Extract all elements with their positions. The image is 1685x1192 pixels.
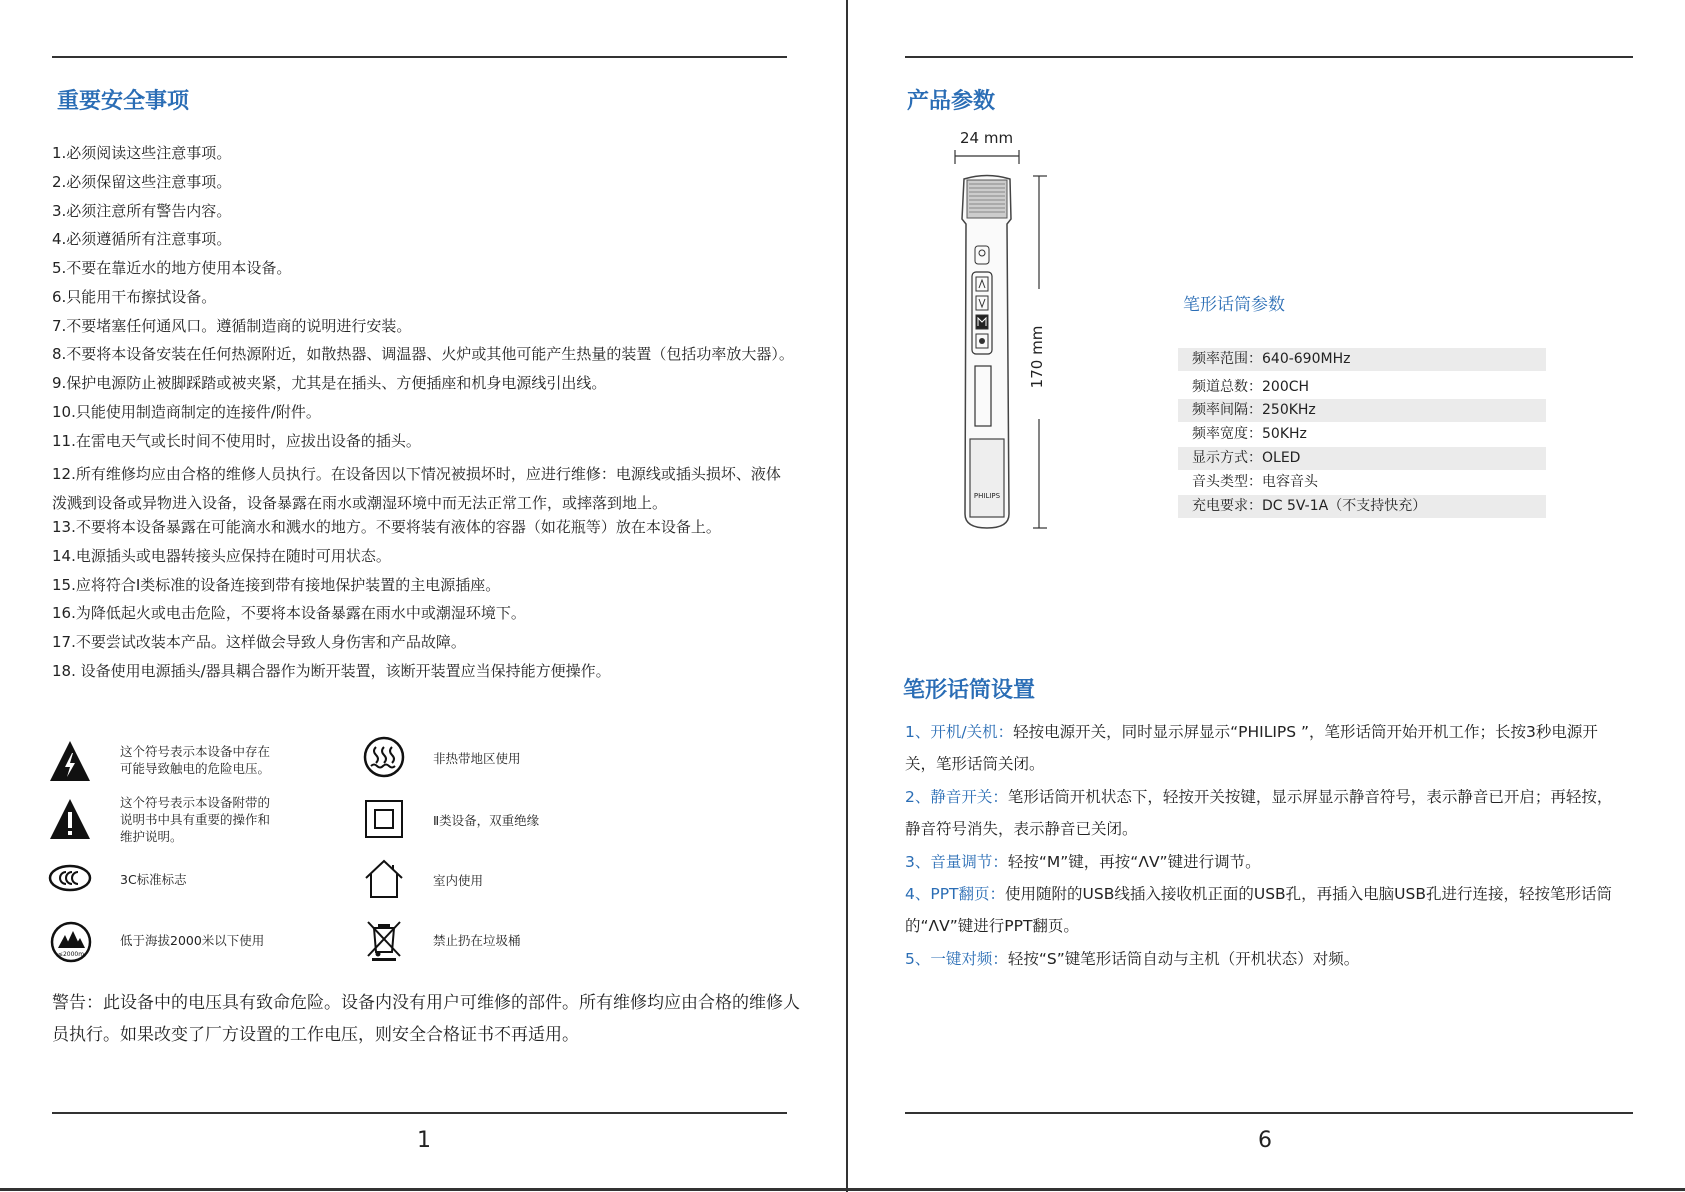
safety-item: 10.只能使用制造商制定的连接件/附件。 (52, 403, 321, 421)
safety-item: 17.不要尝试改装本产品。这样做会导致人身伤害和产品故障。 (52, 633, 466, 651)
weee-bin-icon (364, 918, 404, 962)
altitude-symbol-text: 低于海拔2000米以下使用 (120, 933, 265, 948)
weee-symbol-text: 禁止扔在垃圾桶 (433, 933, 521, 948)
spec-title: 笔形话筒参数 (1183, 295, 1285, 315)
safety-item: 9.保护电源防止被脚踩踏或被夹紧，尤其是在插头、方便插座和机身电源线引出线。 (52, 374, 607, 392)
safety-item: 1.必须阅读这些注意事项。 (52, 144, 232, 162)
setting-text: 轻按电源开关，同时显示屏显示“PHILIPS ”，笔形话筒开始开机工作；长按3秒电源开关，笔形话筒关闭。 (905, 723, 1598, 773)
spec-row: 频率间隔：250KHz (1178, 399, 1546, 422)
indoor-symbol-text: 室内使用 (433, 873, 484, 888)
page-number-left: 1 (417, 1128, 431, 1153)
product-params-title: 产品参数 (907, 89, 996, 114)
setting-text: 笔形话筒开机状态下，轻按开关按键，显示屏显示静音符号，表示静音已开启；再轻按，静音符号消失，表示静音已关闭。 (905, 788, 1613, 838)
width-dimension-label: 24 mm (960, 129, 1014, 147)
safety-item: 2.必须保留这些注意事项。 (52, 173, 232, 191)
setting-label: 4、PPT翻页： (905, 885, 1006, 903)
device-brand-label: PHILIPS (973, 492, 1001, 500)
top-rule-right (905, 56, 1633, 58)
spec-row: 音头类型：电容音头 (1192, 474, 1318, 490)
exclamation-warning-icon (48, 797, 92, 841)
safety-item: 11.在雷电天气或长时间不使用时，应拔出设备的插头。 (52, 432, 421, 450)
manual-symbol-text (120, 794, 270, 845)
spec-row: 频率范围：640-690MHz (1178, 348, 1546, 371)
non-tropical-icon (363, 736, 405, 778)
top-rule-left (52, 56, 787, 58)
ccc-mark-icon (48, 863, 92, 893)
shock-text-line: 这个符号表示本设备中存在 (120, 744, 271, 759)
safety-item: 6.只能用干布擦拭设备。 (52, 288, 217, 306)
setting-text: 使用随附的USB线插入接收机正面的USB孔，再插入电脑USB孔进行连接，轻按笔形话筒的“ΛV”键进行PPT翻页。 (905, 885, 1612, 935)
bottom-rule-left (52, 1112, 787, 1114)
setting-text: 轻按“S”键笔形话筒自动与主机（开机状态）对频。 (1007, 950, 1360, 968)
warning-text: 警告：此设备中的电压具有致命危险。设备内没有用户可维修的部件。所有维修均应由合格的维修人员执行。如果改变了厂方设置的工作电压，则安全合格证书不再适用。 (52, 993, 800, 1045)
class2-symbol-text: Ⅱ类设备，双重绝缘 (433, 813, 540, 828)
altitude-limit-icon (50, 921, 92, 963)
tropical-symbol-text: 非热带地区使用 (433, 751, 521, 766)
page-bottom-edge (0, 1188, 1685, 1191)
setting-text: 轻按“M”键，再按“ΛV”键进行调节。 (1007, 853, 1261, 871)
safety-item: 15.应将符合Ⅰ类标准的设备连接到带有接地保护装置的主电源插座。 (52, 576, 501, 594)
safety-item: 4.必须遵循所有注意事项。 (52, 230, 232, 248)
setting-pairing (905, 943, 1625, 975)
safety-item: 18. 设备使用电源插头/器具耦合器作为断开装置，该断开装置应当保持能方便操作。 (52, 662, 611, 680)
safety-item: 12.所有维修均应由合格的维修人员执行。在设备因以下情况被损坏时，应进行维修：电源线或插头损坏、液体泼溅到设备或异物进入设备，设备暴露在雨水或潮湿环境中而无法正常工作，或摔落到地上。 (52, 465, 781, 512)
safety-item: 7.不要堵塞任何通风口。遵循制造商的说明进行安装。 (52, 317, 412, 335)
setting-label: 5、一键对频： (905, 950, 1008, 968)
setting-mute (905, 781, 1625, 845)
spec-row: 充电要求：DC 5V-1A（不支持快充） (1178, 495, 1546, 518)
safety-item: 13.不要将本设备暴露在可能滴水和溅水的地方。不要将装有液体的容器（如花瓶等）放在本设备上。 (52, 518, 721, 536)
class2-double-insulation-icon (364, 799, 404, 839)
ccc-symbol-text: 3C标准标志 (120, 872, 187, 887)
safety-item: 16.为降低起火或电击危险，不要将本设备暴露在雨水中或潮湿环境下。 (52, 604, 526, 622)
height-dimension-label: 170 mm (1028, 325, 1046, 389)
spec-row: 显示方式：OLED (1178, 447, 1546, 470)
setting-volume (905, 846, 1625, 878)
setting-ppt (905, 878, 1625, 942)
setting-power (905, 716, 1625, 780)
safety-item: 8.不要将本设备安装在任何热源附近，如散热器、调温器、火炉或其他可能产生热量的装置（包括功率放大器）。 (52, 345, 794, 363)
setting-label: 2、静音开关： (905, 788, 1008, 806)
manual-text-line: 说明书中具有重要的操作和 (120, 812, 271, 827)
safety-item: 5.不要在靠近水的地方使用本设备。 (52, 259, 292, 277)
shock-symbol-text (120, 743, 270, 777)
settings-title: 笔形话筒设置 (903, 678, 1036, 703)
shock-text-line: 可能导致触电的危险电压。 (120, 761, 271, 776)
manual-text-line: 维护说明。 (120, 829, 183, 844)
altitude-icon-text: ≤2000m (57, 951, 85, 958)
safety-item: 3.必须注意所有警告内容。 (52, 202, 232, 220)
indoor-use-icon (363, 858, 405, 900)
setting-label: 1、开机/关机： (905, 723, 1014, 741)
page-number-right: 6 (1258, 1128, 1272, 1153)
safety-item: 14.电源插头或电器转接头应保持在随时可用状态。 (52, 547, 391, 565)
spec-row: 频率宽度：50KHz (1192, 426, 1307, 442)
setting-label: 3、音量调节： (905, 853, 1008, 871)
manual-text-line: 这个符号表示本设备附带的 (120, 795, 271, 810)
page-divider (846, 0, 848, 1192)
electric-shock-icon (48, 739, 92, 783)
safety-title: 重要安全事项 (57, 89, 190, 114)
spec-row: 频道总数：200CH (1192, 379, 1310, 395)
bottom-rule-right (905, 1112, 1633, 1114)
